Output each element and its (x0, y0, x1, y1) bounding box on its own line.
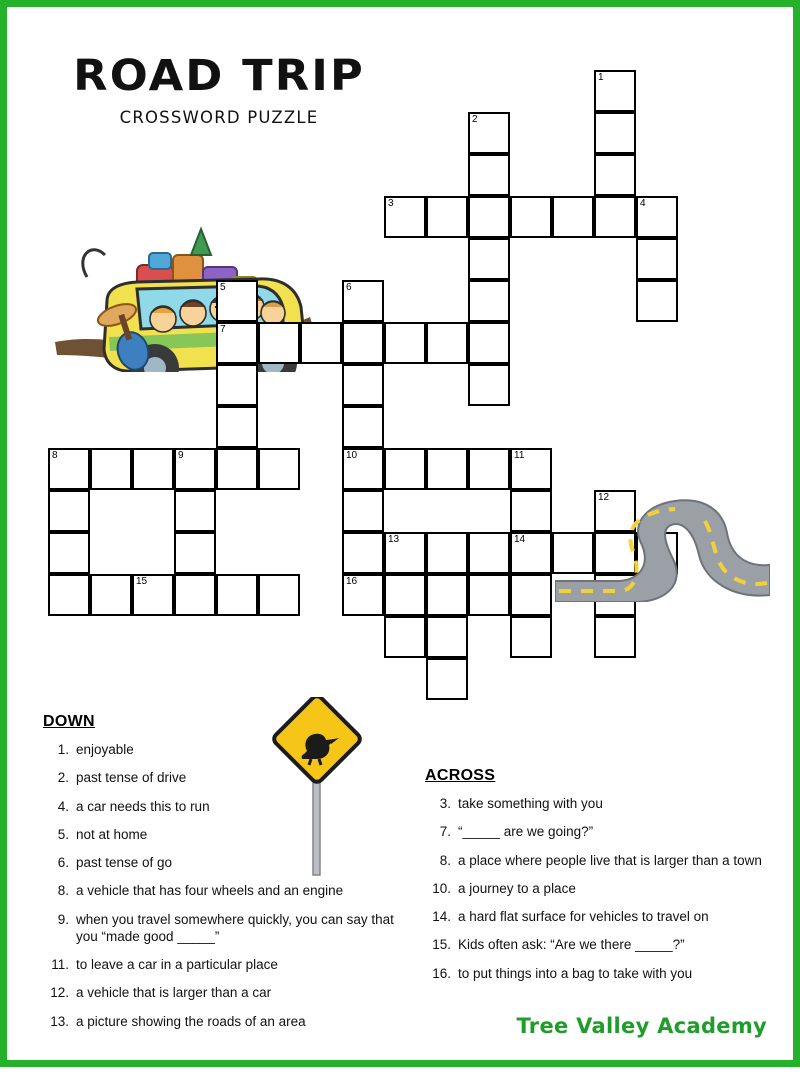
cell-number: 5 (220, 282, 226, 293)
clue-number: 9. (57, 911, 69, 927)
grid-cell[interactable] (594, 616, 636, 658)
grid-cell-2[interactable] (468, 112, 510, 154)
grid-cell[interactable] (216, 574, 258, 616)
clue-number: 6. (57, 855, 69, 871)
clue-item (43, 741, 413, 758)
grid-cell[interactable] (426, 658, 468, 700)
cell-number: 4 (640, 198, 646, 209)
clue-text: a journey to a place (458, 880, 576, 896)
cell-number: 11 (514, 450, 525, 461)
grid-cell-11[interactable] (510, 448, 552, 490)
grid-cell[interactable] (636, 238, 678, 280)
grid-cell[interactable] (426, 448, 468, 490)
clue-text: a hard flat surface for vehicles to travel on (458, 909, 709, 925)
clue-text: a car needs this to run (76, 798, 210, 814)
clue-number: 2. (57, 770, 69, 786)
clue-number: 11. (51, 957, 69, 973)
clue-text: a vehicle that has four wheels and an engine (76, 883, 344, 899)
clue-item (425, 936, 770, 953)
grid-cell[interactable] (594, 112, 636, 154)
clue-text: past tense of go (76, 855, 173, 871)
grid-cell[interactable] (48, 490, 90, 532)
grid-cell[interactable] (468, 154, 510, 196)
grid-cell[interactable] (48, 532, 90, 574)
across-clues-block (425, 767, 770, 993)
clue-item (425, 908, 770, 925)
grid-cell[interactable] (342, 406, 384, 448)
grid-cell[interactable] (468, 196, 510, 238)
grid-cell[interactable] (468, 280, 510, 322)
grid-cell[interactable] (384, 574, 426, 616)
cell-number: 10 (346, 450, 358, 461)
clue-text: a picture showing the roads of an area (76, 1013, 306, 1029)
grid-cell[interactable] (90, 574, 132, 616)
cell-number: 15 (136, 576, 148, 587)
grid-cell[interactable] (342, 364, 384, 406)
clue-item (425, 823, 770, 840)
grid-cell[interactable] (468, 322, 510, 364)
clue-item (43, 769, 413, 786)
clue-text: a vehicle that is larger than a car (76, 985, 272, 1001)
grid-cell-3[interactable] (384, 196, 426, 238)
clue-item (43, 956, 413, 973)
clue-text: to put things into a bag to take with you (458, 965, 693, 981)
clue-text: to leave a car in a particular place (76, 957, 278, 973)
clue-text: Kids often ask: “Are we there _____?” (458, 937, 685, 953)
clue-number: 16. (432, 965, 451, 981)
grid-cell-8[interactable] (48, 448, 90, 490)
grid-cell-6[interactable] (342, 280, 384, 322)
grid-cell[interactable] (636, 280, 678, 322)
cell-number: 12 (598, 492, 610, 503)
grid-cell[interactable] (216, 406, 258, 448)
grid-cell-10[interactable] (342, 448, 384, 490)
clue-number: 10. (432, 880, 451, 896)
grid-cell[interactable] (468, 238, 510, 280)
clue-number: 13. (50, 1013, 69, 1029)
down-clues-block (43, 713, 413, 1041)
clue-text: when you travel somewhere quickly, you can say that you “made good _____” (76, 911, 394, 944)
grid-cell-5[interactable] (216, 280, 258, 322)
grid-cell[interactable] (216, 364, 258, 406)
footer-brand: Tree Valley Academy (516, 1014, 767, 1038)
clue-text: “_____ are we going?” (458, 824, 594, 840)
page-subtitle: CROSSWORD PUZZLE (119, 108, 319, 127)
cell-number: 7 (220, 324, 226, 335)
grid-cell[interactable] (342, 490, 384, 532)
grid-cell[interactable] (426, 574, 468, 616)
clue-item (43, 854, 413, 871)
clue-text: enjoyable (76, 742, 134, 757)
clue-number: 5. (57, 826, 69, 842)
clue-item (43, 798, 413, 815)
grid-cell[interactable] (384, 448, 426, 490)
grid-cell[interactable] (384, 322, 426, 364)
grid-cell[interactable] (174, 574, 216, 616)
clue-number: 15. (432, 937, 451, 953)
grid-cell[interactable] (594, 154, 636, 196)
across-clue-list (425, 795, 770, 982)
grid-cell[interactable] (258, 322, 300, 364)
clue-item (425, 852, 770, 869)
clue-text: past tense of drive (76, 770, 187, 786)
grid-cell-14[interactable] (510, 532, 552, 574)
clue-item (43, 911, 413, 946)
grid-cell-13[interactable] (384, 532, 426, 574)
clue-number: 1. (57, 742, 69, 757)
cell-number: 16 (346, 576, 358, 587)
grid-cell[interactable] (426, 196, 468, 238)
grid-cell[interactable] (510, 196, 552, 238)
grid-cell[interactable] (216, 448, 258, 490)
grid-cell[interactable] (468, 532, 510, 574)
page-title: ROAD TRIP (73, 51, 365, 101)
grid-cell[interactable] (426, 532, 468, 574)
down-heading: DOWN (43, 713, 95, 730)
clue-number: 3. (439, 796, 451, 811)
clue-item (43, 984, 413, 1001)
grid-cell[interactable] (426, 322, 468, 364)
grid-cell[interactable] (342, 322, 384, 364)
grid-cell[interactable] (510, 616, 552, 658)
clue-item (43, 882, 413, 899)
cell-number: 1 (598, 72, 604, 83)
grid-cell[interactable] (426, 616, 468, 658)
cell-number: 9 (178, 450, 184, 461)
clue-text: a place where people live that is larger than a town (458, 852, 762, 868)
clue-text: take something with you (458, 796, 603, 811)
cell-number: 13 (388, 534, 400, 545)
grid-cell[interactable] (552, 196, 594, 238)
grid-cell[interactable] (48, 574, 90, 616)
clue-number: 14. (432, 909, 451, 925)
grid-cell-16[interactable] (342, 574, 384, 616)
grid-cell-7[interactable] (216, 322, 258, 364)
cell-number: 8 (52, 450, 58, 461)
grid-cell[interactable] (174, 532, 216, 574)
winding-road-icon (555, 477, 770, 602)
grid-cell[interactable] (468, 364, 510, 406)
clue-item (43, 826, 413, 843)
clue-number: 8. (57, 883, 69, 899)
cell-number: 6 (346, 282, 352, 293)
grid-cell[interactable] (510, 490, 552, 532)
grid-cell[interactable] (258, 574, 300, 616)
clue-number: 12. (50, 985, 69, 1001)
clue-item (43, 1013, 413, 1030)
clue-number: 8. (439, 852, 451, 868)
clue-number: 7. (439, 824, 451, 840)
grid-cell-4[interactable] (636, 196, 678, 238)
across-heading: ACROSS (425, 767, 496, 784)
grid-cell[interactable] (384, 616, 426, 658)
grid-cell[interactable] (300, 322, 342, 364)
cell-number: 3 (388, 198, 394, 209)
grid-cell[interactable] (132, 448, 174, 490)
grid-cell[interactable] (468, 448, 510, 490)
clue-number: 4. (57, 798, 69, 814)
grid-cell-15[interactable] (132, 574, 174, 616)
grid-cell-1[interactable] (594, 70, 636, 112)
grid-cell[interactable] (510, 574, 552, 616)
down-clue-list (43, 741, 413, 1030)
grid-cell[interactable] (258, 448, 300, 490)
grid-cell[interactable] (468, 574, 510, 616)
grid-cell[interactable] (594, 196, 636, 238)
clue-text: not at home (76, 826, 148, 842)
grid-cell-9[interactable] (174, 448, 216, 490)
grid-cell[interactable] (342, 532, 384, 574)
cell-number: 2 (472, 114, 478, 125)
grid-cell[interactable] (174, 490, 216, 532)
clue-item (425, 880, 770, 897)
grid-cell[interactable] (90, 448, 132, 490)
clue-item (425, 795, 770, 812)
clue-item (425, 965, 770, 982)
cell-number: 14 (514, 534, 526, 545)
